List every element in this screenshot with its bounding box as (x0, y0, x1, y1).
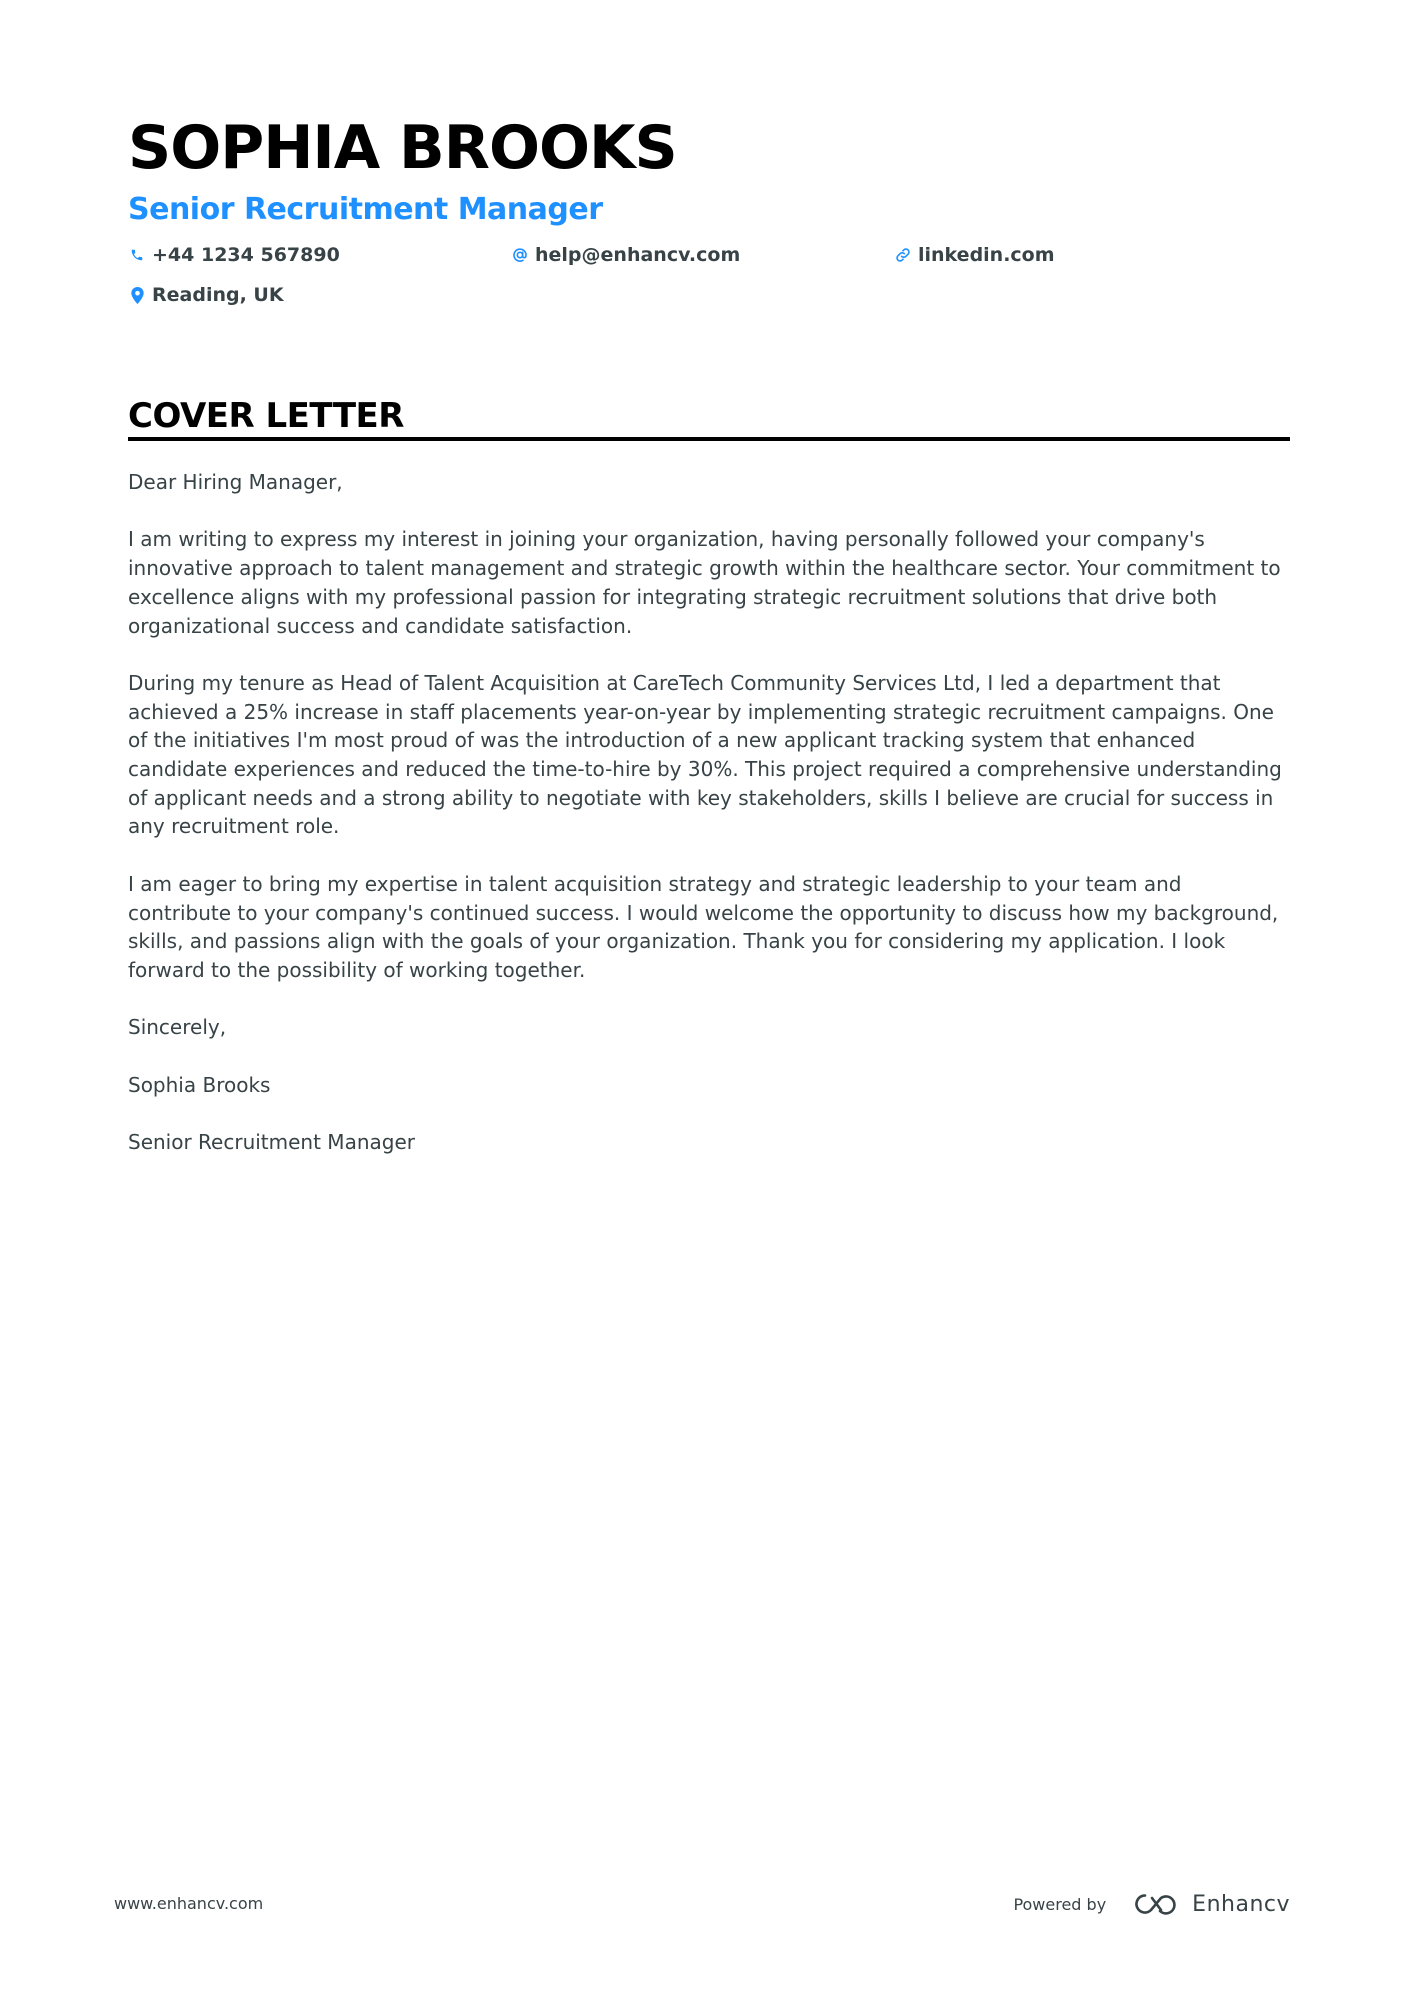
applicant-title: Senior Recruitment Manager (128, 192, 603, 227)
section-title: COVER LETTER (128, 396, 404, 436)
link-text: linkedin.com (918, 244, 1055, 266)
letter-greeting: Dear Hiring Manager, (128, 470, 343, 494)
at-icon (511, 246, 529, 264)
phone-text: +44 1234 567890 (152, 244, 340, 266)
enhancv-wordmark: Enhancv (1192, 1891, 1290, 1917)
signature-name: Sophia Brooks (128, 1072, 271, 1097)
footer-website[interactable]: www.enhancv.com (114, 1894, 264, 1913)
applicant-name: SOPHIA BROOKS (128, 113, 677, 183)
contact-phone[interactable] (128, 243, 340, 267)
letter-paragraph: During my tenure as Head of Talent Acquisition at CareTech Community Services Ltd, I led a department that achieved a 25% increase in staff placements year-on-year by implementing strategic recruitment campaigns. One of the initiatives I'm most proud of was the introduction of a new applicant tracking system that enhanced candidate experiences and reduced the time-to-hire by 30%. This project required a comprehensive understanding of applicant needs and a strong ability to negotiate with key stakeholders, skills I believe are crucial for success in any recruitment role. (128, 670, 1282, 839)
footer-branding[interactable] (1013, 1884, 1290, 1924)
signature-title: Senior Recruitment Manager (128, 1130, 415, 1155)
link-icon (894, 246, 912, 264)
letter-closing: Sincerely, (128, 1015, 227, 1040)
contact-location (128, 283, 284, 307)
location-text: Reading, UK (152, 284, 284, 306)
letter-paragraph: I am eager to bring my expertise in talent acquisition strategy and strategic leadership to your team and contribute to your company's continued success. I would welcome the opportunity to discuss how my background, skills, and passions align with the goals of your organization. Thank you for considering my application. I look forward to the possibility of working together. (128, 871, 1279, 982)
section-divider (128, 437, 1290, 441)
contact-link[interactable] (894, 243, 1055, 267)
enhancv-logo-icon (1132, 1891, 1182, 1917)
map-pin-icon (128, 286, 146, 304)
letter-body (128, 468, 1290, 1185)
powered-by-label: Powered by (1013, 1894, 1107, 1914)
email-text: help@enhancv.com (535, 244, 741, 266)
contact-email[interactable] (511, 243, 740, 267)
phone-icon (128, 246, 146, 264)
letter-paragraph: I am writing to express my interest in joining your organization, having personally followed your company's innovative approach to talent management and strategic growth within the healthcare sector. Your commitment to excellence aligns with my professional passion for integrating strategic recruitment solutions that drive both organizational success and candidate satisfaction. (128, 527, 1281, 638)
